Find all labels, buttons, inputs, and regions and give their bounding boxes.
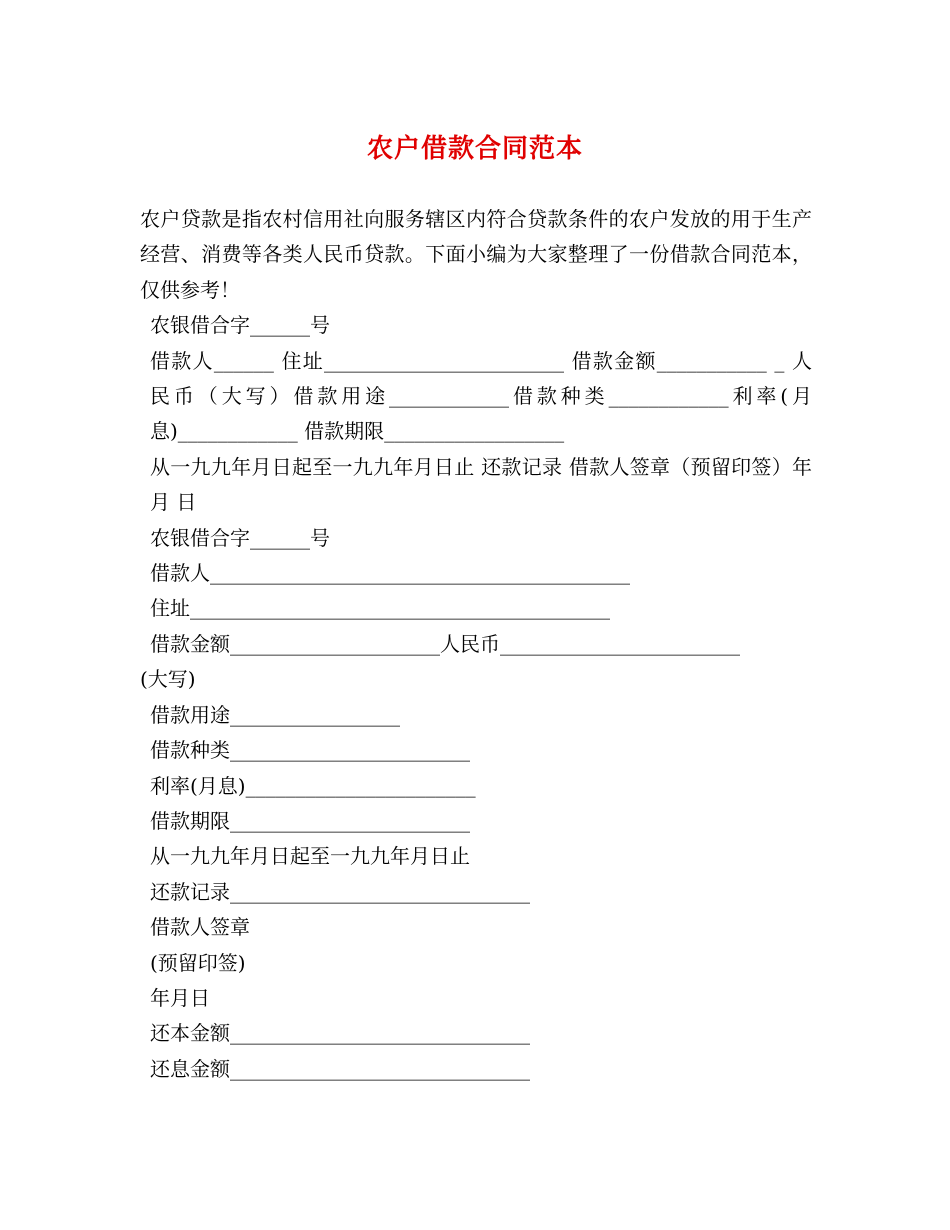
reserved-seal-label: (预留印签) [150, 950, 246, 975]
document-title: 农户借款合同范本 [366, 134, 583, 164]
principal-repaid-field: 还本金额______________________________ [150, 1021, 530, 1046]
repayment-record-field: 还款记录______________________________ [150, 879, 530, 904]
amount-in-words-label: (大写) [140, 667, 196, 692]
document-body [140, 202, 812, 1087]
contract-number-line: 农银借合字______号 [150, 313, 330, 338]
borrower-field: 借款人__________________________________________ [150, 561, 630, 586]
loan-purpose-field: 借款用途_________________ [150, 702, 400, 727]
contract-number-line-2: 农银借合字______号 [150, 525, 330, 550]
loan-term-field: 借款期限________________________ [150, 808, 470, 833]
loan-period-summary: 从一九九年月日起至一九九年月日止 还款记录 借款人签章（预留印签）年 月 日 [150, 454, 812, 515]
intro-paragraph: 农户贷款是指农村信用社向服务辖区内符合贷款条件的农户发放的用于生产经营、消费等各类人民币贷款。下面小编为大家整理了一份借款合同范本，仅供参考！ [140, 207, 812, 302]
loan-summary-paragraph: 借款人______ 住址________________________ 借款金额___________ _ 人民币（大写）借款用途____________借款种类____________利率(月息)____________ 借款期限__________________ [150, 348, 812, 444]
borrower-signature-label: 借款人签章 [150, 915, 250, 940]
date-label: 年月日 [150, 985, 210, 1010]
interest-repaid-field: 还息金额______________________________ [150, 1056, 530, 1081]
loan-type-field: 借款种类________________________ [150, 738, 470, 763]
loan-amount-field: 借款金额_____________________人民币________________________ [150, 631, 740, 656]
address-field: 住址__________________________________________ [150, 596, 610, 621]
interest-rate-field: 利率(月息)_______________________ [150, 773, 476, 798]
loan-period-line: 从一九九年月日起至一九九年月日止 [150, 844, 470, 869]
